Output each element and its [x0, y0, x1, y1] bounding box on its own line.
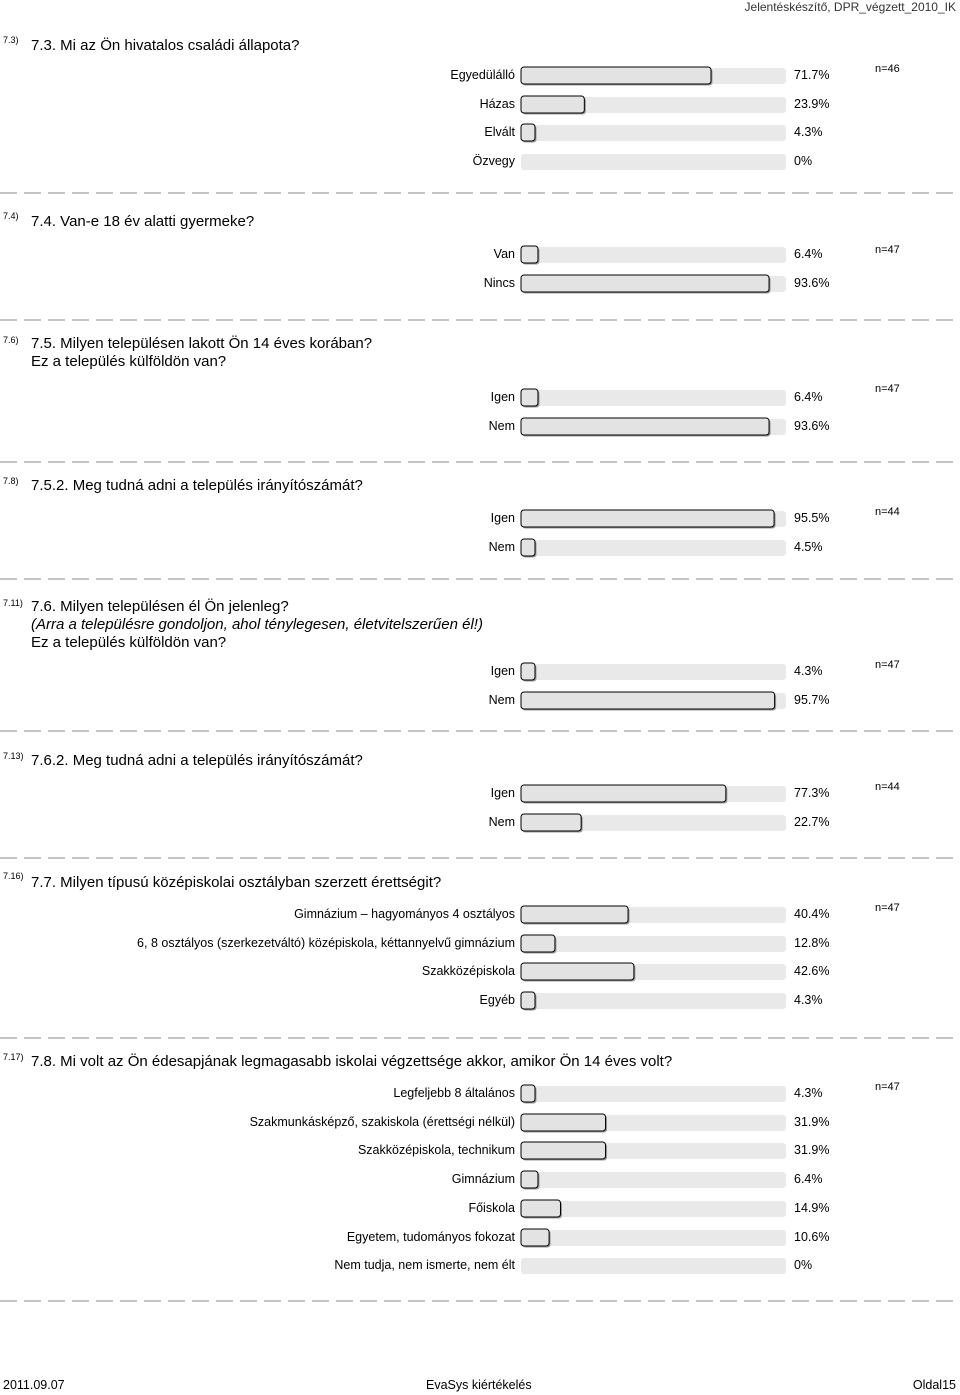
answer-percent: 4.3%: [794, 1086, 823, 1100]
section-divider: [0, 1300, 960, 1302]
bar-value: [521, 539, 535, 556]
sample-size: n=47: [875, 902, 900, 914]
answer-percent: 23.9%: [794, 96, 830, 111]
answer-label: Nem: [488, 814, 515, 829]
bar-track: [521, 247, 786, 263]
answer-bar: [520, 152, 787, 170]
question-title-line: 7.6.2. Meg tudná adni a település irányítószámát?: [31, 752, 363, 769]
report-header: Jelentéskészítő, DPR_végzett_2010_IK: [744, 0, 956, 14]
answer-label: Igen: [490, 390, 515, 404]
question-title: [31, 213, 254, 231]
section-divider: [0, 578, 960, 580]
answer-percent: 6.4%: [794, 1172, 823, 1187]
answer-row: [0, 1227, 960, 1247]
bar-svg: [520, 123, 789, 143]
answer-bar: [520, 784, 787, 802]
answer-percent: 22.7%: [794, 814, 830, 829]
bar-svg: [520, 962, 789, 982]
bar-track: [521, 1230, 786, 1246]
answer-percent: 77.3%: [794, 786, 830, 800]
answer-percent: 95.7%: [794, 692, 830, 707]
bar-value: [521, 906, 628, 923]
bar-svg: [520, 1199, 789, 1219]
answer-row: [0, 1140, 960, 1160]
bar-value: [521, 663, 535, 680]
bar-svg: [520, 1141, 789, 1161]
bar-svg: [520, 274, 789, 294]
answer-bar: [520, 1170, 787, 1188]
question-title-line: 7.5.2. Meg tudná adni a település irányítószámát?: [31, 477, 363, 494]
bar-svg: [520, 152, 789, 172]
question-number: 7.13): [3, 751, 24, 761]
answer-percent: 31.9%: [794, 1143, 830, 1158]
answer-label: Gimnázium: [451, 1172, 515, 1187]
answer-bar: [520, 274, 787, 292]
answer-bar: [520, 1084, 787, 1102]
footer-center: EvaSys kiértékelés: [426, 1378, 532, 1392]
answer-row: [0, 244, 960, 264]
answer-bar: [520, 1199, 787, 1217]
answer-percent: 95.5%: [794, 511, 830, 525]
answer-percent: 71.7%: [794, 68, 830, 82]
answer-label: Egyedülálló: [450, 68, 515, 82]
question-title: [31, 37, 299, 55]
answer-label: Nem: [488, 418, 515, 433]
answer-bar: [520, 1256, 787, 1274]
answer-label: Nem: [488, 539, 515, 554]
bar-track: [521, 125, 786, 141]
answer-percent: 93.6%: [794, 418, 830, 433]
answer-row: [0, 961, 960, 981]
answer-bar: [520, 691, 787, 709]
bar-value: [521, 67, 711, 84]
answer-percent: 93.6%: [794, 275, 830, 290]
answer-percent: 10.6%: [794, 1229, 830, 1244]
answer-percent: 4.3%: [794, 993, 823, 1008]
answer-row: [0, 416, 960, 436]
question-title-line: 7.8. Mi volt az Ön édesapjának legmagasabb iskolai végzettsége akkor, amikor Ön 14 éves volt?: [31, 1053, 673, 1070]
answer-label: Igen: [490, 664, 515, 678]
answer-percent: 40.4%: [794, 907, 830, 921]
bar-svg: [520, 813, 789, 833]
answer-percent: 42.6%: [794, 964, 830, 979]
answer-label: Házas: [479, 96, 515, 111]
answer-percent: 31.9%: [794, 1114, 830, 1129]
question-title-line: (Arra a településre gondoljon, ahol ténylegesen, életvitelszerűen él!): [31, 616, 483, 633]
question-title-line: 7.3. Mi az Ön hivatalos családi állapota?: [31, 37, 300, 54]
answer-bar: [520, 388, 787, 406]
answer-label: Szakmunkásképző, szakiskola (érettségi nélkül): [249, 1114, 515, 1129]
answer-bar: [520, 962, 787, 980]
bar-svg: [520, 1113, 789, 1133]
answer-label: Igen: [490, 511, 515, 525]
question-title-line: 7.4. Van-e 18 év alatti gyermeke?: [31, 213, 255, 230]
answer-percent: 14.9%: [794, 1200, 830, 1215]
answer-percent: 12.8%: [794, 935, 830, 950]
answer-row: [0, 933, 960, 953]
answer-percent: 6.4%: [794, 247, 823, 261]
answer-bar: [520, 1113, 787, 1131]
question-title: [31, 598, 483, 652]
bar-svg: [520, 662, 789, 682]
bar-svg: [520, 934, 789, 954]
bar-value: [521, 1142, 606, 1159]
question-title-line: Ez a település külföldön van?: [31, 634, 227, 651]
answer-bar: [520, 245, 787, 263]
bar-value: [521, 96, 584, 113]
answer-percent: 0%: [794, 154, 813, 169]
bar-value: [521, 963, 634, 980]
answer-label: Egyéb: [479, 993, 515, 1008]
answer-row: [0, 1255, 960, 1275]
answer-label: Elvált: [484, 125, 515, 140]
bar-track: [521, 540, 786, 556]
answer-label: Igen: [490, 786, 515, 800]
answer-bar: [520, 1228, 787, 1246]
answer-label: Nincs: [483, 275, 515, 290]
page-footer: [0, 1378, 960, 1395]
answer-label: Gimnázium – hagyományos 4 osztályos: [294, 907, 515, 921]
bar-value: [521, 1085, 535, 1102]
answer-percent: 4.5%: [794, 539, 823, 554]
answer-bar: [520, 662, 787, 680]
answer-bar: [520, 66, 787, 84]
answer-label: Özvegy: [472, 154, 515, 169]
answer-row: [0, 812, 960, 832]
question-title-line: 7.5. Milyen településen lakott Ön 14 éves korában?: [31, 335, 373, 352]
answer-row: [0, 122, 960, 142]
bar-value: [521, 1200, 560, 1217]
question-title-line: 7.6. Milyen településen él Ön jelenleg?: [31, 598, 289, 615]
bar-svg: [520, 417, 789, 437]
answer-row: [0, 661, 960, 681]
bar-value: [521, 275, 769, 292]
answer-row: [0, 537, 960, 557]
bar-track: [521, 936, 786, 952]
question-number: 7.8): [3, 476, 19, 486]
section-divider: [0, 857, 960, 859]
answer-row: [0, 1198, 960, 1218]
sample-size: n=47: [875, 244, 900, 256]
bar-svg: [520, 1256, 789, 1276]
question-title-line: 7.7. Milyen típusú középiskolai osztályban szerzett érettségit?: [31, 874, 442, 891]
answer-bar: [520, 123, 787, 141]
sample-size: n=44: [875, 781, 900, 793]
answer-bar: [520, 538, 787, 556]
bar-svg: [520, 991, 789, 1011]
sample-size: n=47: [875, 1081, 900, 1093]
answer-row: [0, 1083, 960, 1103]
answer-label: Szakközépiskola, technikum: [357, 1143, 515, 1158]
answer-percent: 0%: [794, 1258, 813, 1273]
answer-percent: 6.4%: [794, 390, 823, 404]
bar-value: [521, 389, 538, 406]
answer-bar: [520, 95, 787, 113]
question-number: 7.6): [3, 335, 19, 345]
bar-value: [521, 692, 775, 709]
bar-svg: [520, 1228, 789, 1248]
bar-track: [521, 390, 786, 406]
bar-svg: [520, 1084, 789, 1104]
section-divider: [0, 319, 960, 321]
question-title: [31, 752, 363, 770]
bar-value: [521, 124, 535, 141]
answer-bar: [520, 905, 787, 923]
answer-row: [0, 387, 960, 407]
answer-bar: [520, 1141, 787, 1159]
bar-svg: [520, 784, 789, 804]
bar-track: [521, 154, 786, 170]
answer-percent: 4.3%: [794, 125, 823, 140]
question-title: [31, 874, 441, 892]
answer-label: Egyetem, tudományos fokozat: [346, 1229, 515, 1244]
sample-size: n=46: [875, 63, 900, 75]
bar-value: [521, 246, 538, 263]
answer-row: [0, 94, 960, 114]
question-number: 7.4): [3, 211, 19, 221]
bar-svg: [520, 691, 789, 711]
bar-svg: [520, 905, 789, 925]
question-number: 7.16): [3, 871, 24, 881]
question-number: 7.17): [3, 1052, 24, 1062]
bar-svg: [520, 95, 789, 115]
answer-row: [0, 1169, 960, 1189]
question-title-line: Ez a település külföldön van?: [31, 353, 227, 370]
answer-label: Nem: [488, 692, 515, 707]
bar-value: [521, 510, 774, 527]
answer-row: [0, 508, 960, 528]
footer-page: Oldal15: [912, 1378, 956, 1392]
answer-row: [0, 690, 960, 710]
answer-bar: [520, 934, 787, 952]
answer-label: Főiskola: [468, 1200, 515, 1215]
sample-size: n=47: [875, 659, 900, 671]
question-title: [31, 335, 372, 371]
answer-row: [0, 990, 960, 1010]
answer-label: Legfeljebb 8 általános: [393, 1086, 515, 1100]
question-title: [31, 477, 363, 495]
answer-label: 6, 8 osztályos (szerkezetváltó) középiskola, kéttannyelvű gimnázium: [137, 935, 515, 950]
answer-label: Nem tudja, nem ismerte, nem élt: [334, 1258, 515, 1273]
answer-row: [0, 1112, 960, 1132]
section-divider: [0, 192, 960, 194]
bar-svg: [520, 1170, 789, 1190]
bar-value: [521, 1171, 538, 1188]
answer-bar: [520, 991, 787, 1009]
bar-track: [521, 1258, 786, 1274]
bar-value: [521, 1114, 606, 1131]
answer-row: [0, 65, 960, 85]
bar-svg: [520, 66, 789, 86]
bar-track: [521, 1086, 786, 1102]
bar-track: [521, 1172, 786, 1188]
answer-row: [0, 151, 960, 171]
sample-size: n=44: [875, 506, 900, 518]
bar-svg: [520, 388, 789, 408]
answer-bar: [520, 509, 787, 527]
answer-percent: 4.3%: [794, 664, 823, 678]
bar-value: [521, 935, 555, 952]
sample-size: n=47: [875, 383, 900, 395]
answer-bar: [520, 813, 787, 831]
bar-svg: [520, 509, 789, 529]
section-divider: [0, 461, 960, 463]
bar-svg: [520, 245, 789, 265]
answer-label: Van: [493, 247, 515, 261]
section-divider: [0, 730, 960, 732]
bar-value: [521, 814, 581, 831]
bar-value: [521, 418, 769, 435]
bar-svg: [520, 538, 789, 558]
bar-track: [521, 664, 786, 680]
question-number: 7.11): [3, 598, 23, 608]
answer-row: [0, 904, 960, 924]
footer-date: 2011.09.07: [3, 1378, 65, 1392]
bar-value: [521, 785, 726, 802]
answer-label: Szakközépiskola: [421, 964, 515, 979]
bar-track: [521, 993, 786, 1009]
bar-value: [521, 992, 535, 1009]
question-number: 7.3): [3, 35, 19, 45]
answer-row: [0, 273, 960, 293]
answer-bar: [520, 417, 787, 435]
question-title: [31, 1053, 672, 1071]
answer-row: [0, 783, 960, 803]
section-divider: [0, 1037, 960, 1039]
bar-value: [521, 1229, 549, 1246]
